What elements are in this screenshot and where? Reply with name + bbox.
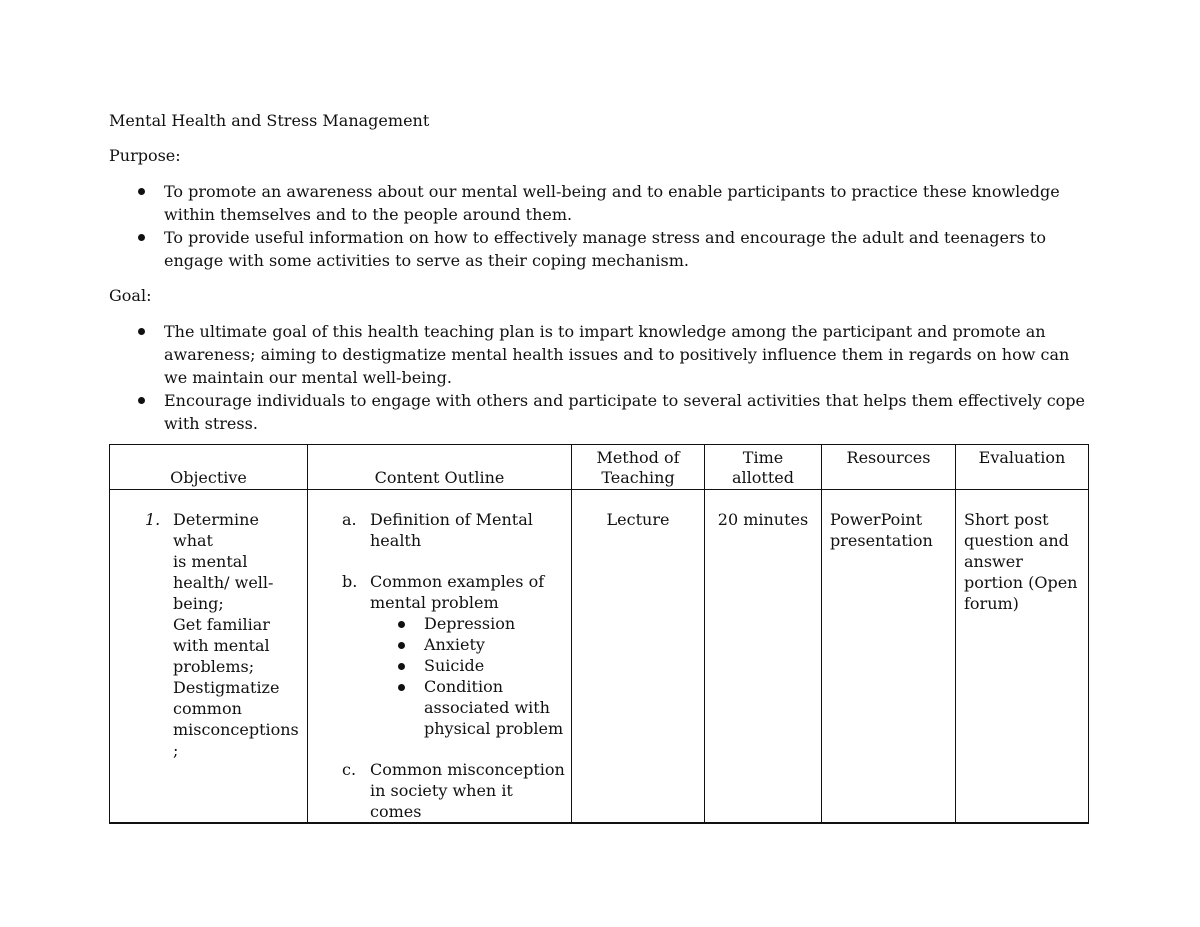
outline-letter: b. <box>342 572 358 591</box>
header-time-allotted <box>705 445 822 490</box>
bullet-icon <box>398 663 405 670</box>
header-resources: Resources <box>822 445 956 490</box>
header-method-line1: Method of <box>596 448 680 467</box>
resources-value: PowerPoint presentation <box>830 510 933 550</box>
goal-item-text: Encourage individuals to engage with others and participate to several activities that helps them effectively cope with stress. <box>164 391 1085 433</box>
objective-line: health/ well- <box>173 573 274 592</box>
bullet-icon <box>398 621 405 628</box>
objective-number: 1. <box>145 510 161 529</box>
cell-time <box>705 490 822 824</box>
purpose-item-text: To provide useful information on how to effectively manage stress and encourage the adult and teenagers to engage with some activities to serve as their coping mechanism. <box>164 228 1046 270</box>
outline-text: Common misconception in society when it comes <box>370 760 565 821</box>
list-item: Suicide <box>370 655 565 676</box>
outline-item-b <box>308 571 571 739</box>
outline-letter: c. <box>342 760 357 779</box>
method-value: Lecture <box>606 510 670 529</box>
list-item: Depression <box>370 613 565 634</box>
bullet-icon <box>398 684 405 691</box>
objective-line: with mental <box>173 636 270 655</box>
goal-item-text: The ultimate goal of this health teaching plan is to impart knowledge among the participant and promote an awareness; aiming to destigmatize mental health issues and to positively influence them in regards on how can we maintain our mental well-being. <box>164 322 1070 387</box>
objective-line: Destigmatize <box>173 678 280 697</box>
header-evaluation: Evaluation <box>956 445 1089 490</box>
goal-label: Goal: <box>109 286 152 305</box>
bullet-icon <box>398 642 405 649</box>
document-title: Mental Health and Stress Management <box>109 111 430 130</box>
objective-line: Determine what <box>173 510 259 550</box>
header-objective: Objective <box>110 445 308 490</box>
outline-text: Common examples of mental problem <box>370 572 545 612</box>
header-time-line2: allotted <box>732 468 794 487</box>
purpose-item <box>109 180 1089 226</box>
purpose-label: Purpose: <box>109 146 181 165</box>
evaluation-value: Short post question and answer portion (Open forum) <box>964 510 1078 613</box>
objective-line: is mental <box>173 552 248 571</box>
outline-sublist <box>370 613 565 739</box>
teaching-plan-table <box>109 444 1089 824</box>
cell-resources <box>822 490 956 824</box>
time-value: 20 minutes <box>717 510 809 529</box>
objective-line: problems; <box>173 657 255 676</box>
cell-evaluation <box>956 490 1089 824</box>
purpose-item <box>109 226 1089 272</box>
outline-letter: a. <box>342 510 357 529</box>
cell-objective <box>110 490 308 824</box>
bullet-icon <box>138 188 145 195</box>
header-method-of-teaching <box>572 445 705 490</box>
table-header-row <box>110 445 1089 490</box>
goal-item <box>109 320 1089 389</box>
goal-item <box>109 389 1089 435</box>
list-item: Anxiety <box>370 634 565 655</box>
cell-method <box>572 490 705 824</box>
outline-text: Definition of Mental health <box>370 510 533 550</box>
objective-line: ; <box>173 741 179 760</box>
objective-line: misconceptions <box>173 720 299 739</box>
header-time-line1: Time <box>742 448 784 467</box>
bullet-icon <box>138 328 145 335</box>
objective-line: Get familiar <box>173 615 270 634</box>
cell-content-outline <box>308 490 572 824</box>
header-method-line2: Teaching <box>601 468 675 487</box>
goal-list <box>109 320 1089 435</box>
purpose-item-text: To promote an awareness about our mental well-being and to enable participants to practice these knowledge within themselves and to the people around them. <box>164 182 1060 224</box>
bullet-icon <box>138 397 145 404</box>
document-body <box>109 110 1089 435</box>
outline-item-a <box>308 509 571 551</box>
list-item: Condition associated with physical problem <box>370 676 565 739</box>
bullet-icon <box>138 234 145 241</box>
objective-line: common <box>173 699 242 718</box>
purpose-list <box>109 180 1089 272</box>
header-content-outline: Content Outline <box>308 445 572 490</box>
outline-item-c <box>308 759 571 822</box>
objective-line: being; <box>173 594 224 613</box>
table-row <box>110 490 1089 824</box>
